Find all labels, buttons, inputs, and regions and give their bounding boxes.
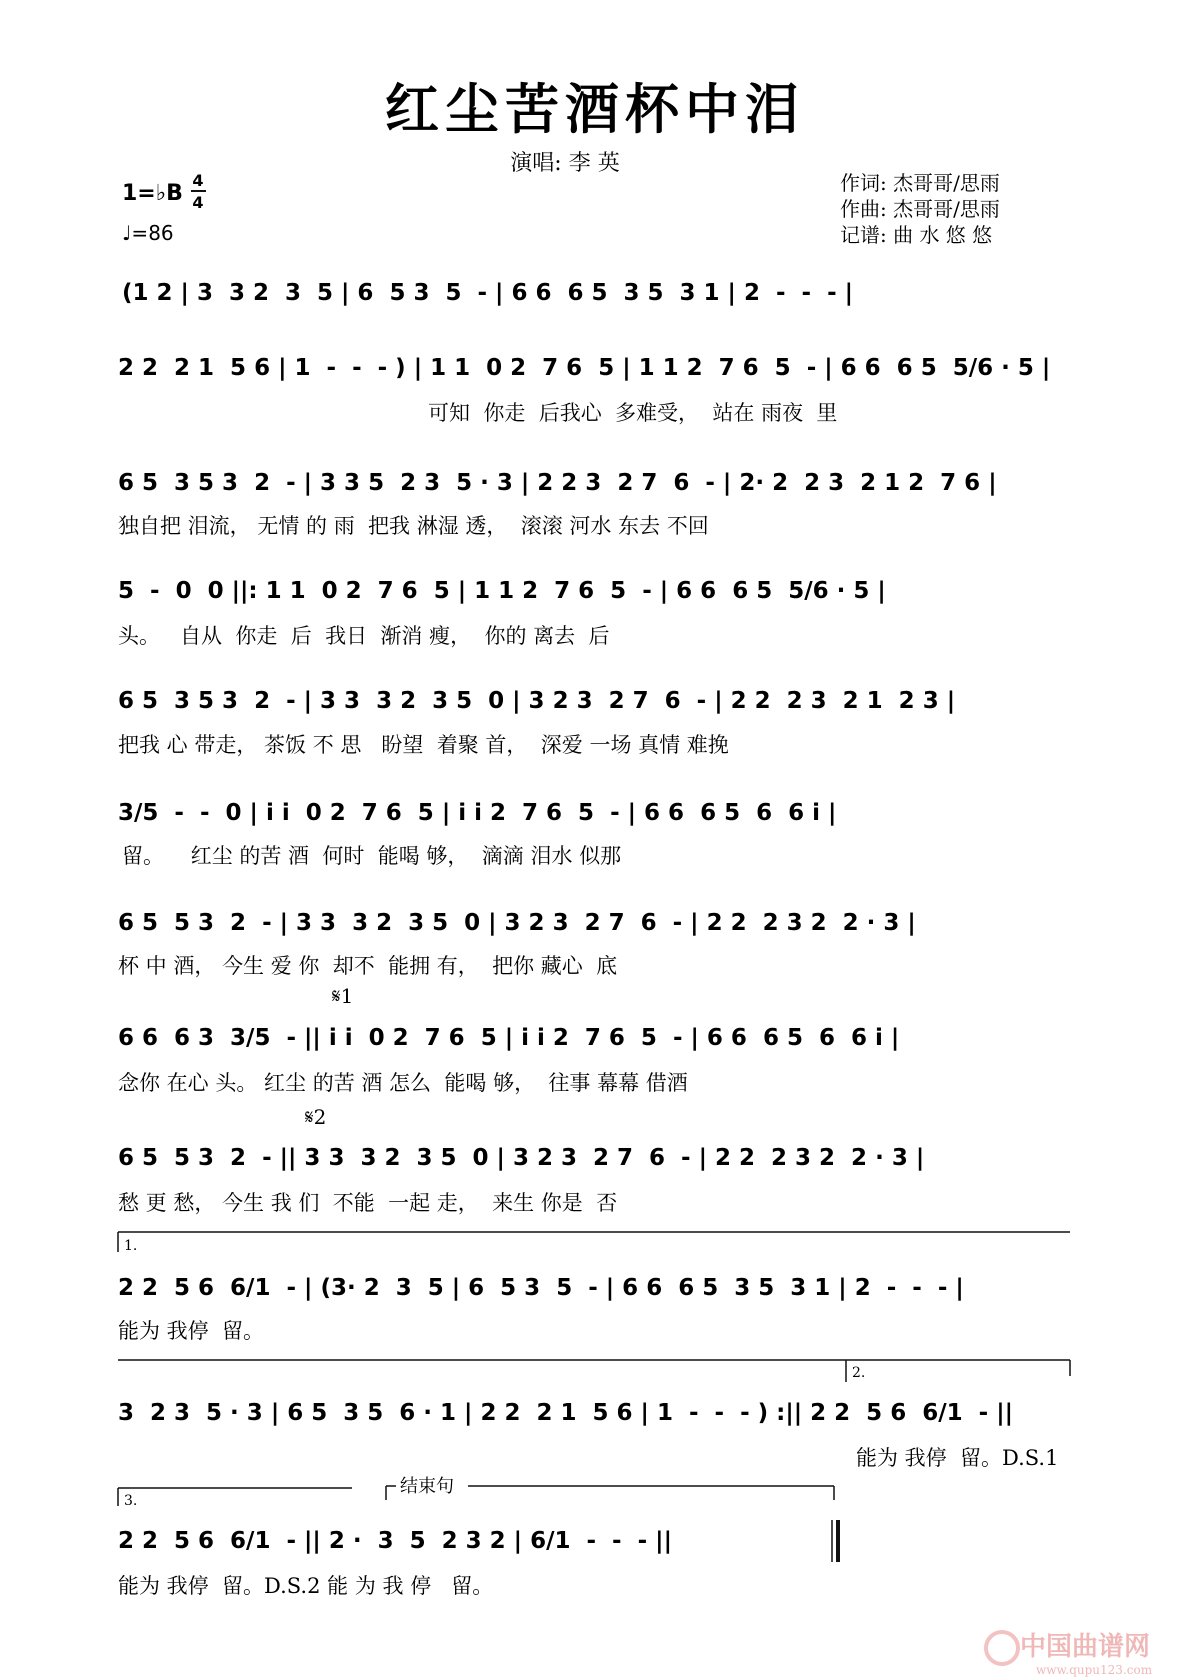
key-signature: 1=♭B — [122, 181, 183, 206]
lyricist-credit: 作词: 杰哥哥/思雨 — [840, 171, 1000, 195]
composer-credit: 作曲: 杰哥哥/思雨 — [840, 197, 1000, 221]
notes-line-4: 5 - 0 0 ||: 1 1 0 2 7 6 5 | 1 1 2 7 6 5 - | 6 6 6 5 5/6 · 5 | — [118, 578, 886, 604]
notes-line-10: 2 2 5 6 6/1 - | (3· 2 3 5 | 6 5 3 5 - | 6 6 6 5 3 5 3 1 | 2 - - - | — [118, 1275, 964, 1301]
notes-line-7: 6 5 5 3 2 - | 3 3 3 2 3 5 0 | 3 2 3 2 7 6 - | 2 2 2 3 2 2 · 3 | — [118, 910, 916, 936]
notes-line-12: 2 2 5 6 6/1 - || 2 · 3 5 2 3 2 | 6/1 - - - || — [118, 1528, 672, 1554]
lyrics-line-9: 愁 更 愁， 今生 我 们 不能 一起 走， 来生 你是 否 — [118, 1191, 618, 1215]
notes-line-3: 6 5 3 5 3 2 - | 3 3 5 2 3 5 · 3 | 2 2 3 2 7 6 - | 2· 2 2 3 2 1 2 7 6 | — [118, 470, 997, 496]
notation-line — [118, 578, 886, 649]
notation-line — [118, 1275, 964, 1343]
notation-line — [118, 1105, 924, 1216]
notes-line-6: 3/5 - - 0 | i i 0 2 7 6 5 | i i 2 7 6 5 - | 6 6 6 5 6 6 i | — [118, 800, 837, 826]
segno-marker-2: 𝄋2 — [305, 1105, 327, 1129]
volta-1-label: 1. — [124, 1238, 138, 1254]
lyrics-line-4: 头。 自从 你走 后 我日 渐消 瘦， 你的 离去 后 — [118, 624, 610, 648]
lyrics-line-3: 独自把 泪流， 无情 的 雨 把我 淋湿 透， 滚滚 河水 东去 不回 — [118, 514, 709, 538]
lyrics-line-12: 能为 我停 留。D.S.2 能 为 我 停 留。 — [118, 1574, 494, 1598]
notation-line — [118, 1528, 672, 1598]
volta-3-label: 3. — [124, 1493, 138, 1509]
notation-line — [122, 280, 853, 306]
watermark-brand: 中国曲谱网 — [1020, 1632, 1151, 1662]
lyrics-line-10: 能为 我停 留。 — [118, 1319, 265, 1343]
watermark-logo — [986, 1632, 1018, 1664]
lyrics-line-6: 留。 红尘 的苦 酒 何时 能喝 够， 滴滴 泪水 似那 — [122, 844, 622, 868]
notes-line-1: (1 2 | 3 3 2 3 5 | 6 5 3 5 - | 6 6 6 5 3 5 3 1 | 2 - - - | — [122, 280, 854, 306]
tempo-marking: ♩=86 — [122, 221, 174, 245]
transcriber-credit: 记谱: 曲 水 悠 悠 — [840, 223, 993, 247]
notes-line-9: 6 5 5 3 2 - || 3 3 3 2 3 5 0 | 3 2 3 2 7 6 - | 2 2 2 3 2 2 · 3 | — [118, 1145, 925, 1171]
time-signature-top: 4 — [192, 171, 204, 190]
notation-line — [118, 910, 916, 979]
lyrics-line-2: 可知 你走 后我心 多难受， 站在 雨夜 里 — [428, 401, 838, 425]
notation-line — [118, 470, 997, 539]
time-signature-bottom: 4 — [192, 193, 204, 212]
watermark-url: www.qupu123.com — [1036, 1663, 1153, 1677]
lyrics-line-8: 念你 在心 头。 红尘 的苦 酒 怎么 能喝 够， 往事 幕幕 借酒 — [118, 1071, 688, 1095]
segno-marker-1: 𝄋1 — [332, 984, 354, 1008]
lyrics-line-7: 杯 中 酒， 今生 爱 你 却不 能拥 有， 把你 藏心 底 — [118, 954, 618, 978]
notation-line — [118, 984, 899, 1096]
notes-line-5: 6 5 3 5 3 2 - | 3 3 3 2 3 5 0 | 3 2 3 2 7 6 - | 2 2 2 3 2 1 2 3 | — [118, 688, 956, 714]
watermark — [986, 1632, 1153, 1677]
lyrics-line-5: 把我 心 带走， 茶饭 不 思 盼望 着聚 首， 深爱 一场 真情 难挽 — [118, 733, 729, 757]
notes-line-11: 3 2 3 5 · 3 | 6 5 3 5 6 · 1 | 2 2 2 1 5 6 | 1 - - - ) :|| 2 2 5 6 6/1 - || — [118, 1400, 1013, 1426]
page-title: 红尘苦酒杯中泪 — [385, 77, 805, 141]
ending-phrase-label: 结束句 — [400, 1476, 454, 1497]
notes-line-8: 6 6 6 3 3/5 - || i i 0 2 7 6 5 | i i 2 7 6 5 - | 6 6 6 5 6 6 i | — [118, 1025, 900, 1051]
singer-credit: 演唱: 李 英 — [510, 151, 620, 176]
notes-line-2: 2 2 2 1 5 6 | 1 - - - ) | 1 1 0 2 7 6 5 | 1 1 2 7 6 5 - | 6 6 6 5 5/6 · 5 | — [118, 355, 1051, 381]
notation-line — [118, 1400, 1058, 1470]
notation-line — [118, 688, 955, 758]
notation-line — [118, 800, 836, 869]
notation-line — [118, 355, 1050, 426]
lyrics-line-11: 能为 我停 留。D.S.1 — [856, 1446, 1059, 1470]
volta-2-label: 2. — [852, 1365, 866, 1381]
